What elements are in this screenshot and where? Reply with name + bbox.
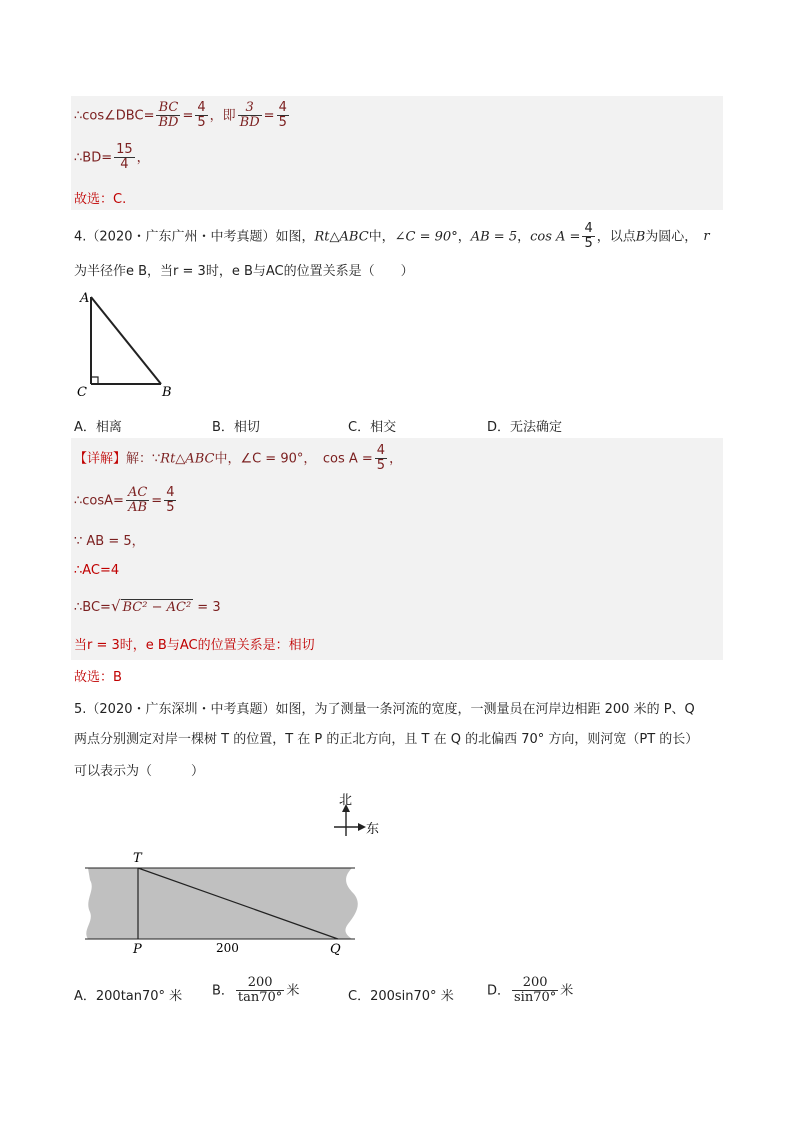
prev-solution-line-2 bbox=[74, 143, 150, 173]
denominator: AB bbox=[128, 500, 148, 516]
text: ∴cos∠DBC= bbox=[74, 108, 155, 124]
fraction bbox=[164, 486, 176, 516]
text: 为圆心， bbox=[645, 229, 698, 245]
q4-solution-answer: 故选：B bbox=[74, 670, 122, 685]
math-text: AB = 5 bbox=[470, 229, 518, 245]
text: ，以点 bbox=[596, 229, 636, 245]
q5-option-d[interactable] bbox=[487, 976, 573, 1006]
text: ∴BC= bbox=[74, 600, 111, 615]
q4-stem-line-1 bbox=[74, 222, 710, 252]
q5-stem-line-2: 两点分别测定对岸一棵树 T 的位置，T 在 P 的正北方向，且 T 在 Q 的北偏西 70° 方向，则河宽（PT 的长） bbox=[74, 732, 699, 747]
text: = 3 bbox=[193, 600, 221, 615]
text: = bbox=[182, 108, 194, 124]
detail-tag: 【详解】 bbox=[74, 451, 127, 467]
text: 中， bbox=[368, 229, 395, 245]
math-text: r bbox=[703, 229, 710, 245]
fraction bbox=[126, 486, 149, 516]
numerator: 4 bbox=[197, 100, 206, 115]
prev-solution-line-1 bbox=[74, 101, 291, 131]
denominator: BD bbox=[158, 115, 179, 131]
q4-option-d[interactable]: D．无法确定 bbox=[487, 420, 563, 435]
numerator: BC bbox=[156, 101, 180, 116]
q4-solution-line-3: ∵ AB = 5， bbox=[74, 534, 145, 549]
denominator: 5 bbox=[584, 236, 593, 252]
q4-solution-line-5 bbox=[74, 597, 221, 615]
q4-solution-line-1 bbox=[74, 444, 402, 474]
point-t-label: T bbox=[133, 851, 142, 866]
sqrt-sign: √ bbox=[110, 597, 121, 615]
denominator: BD bbox=[239, 115, 260, 131]
option-label: B． bbox=[212, 983, 234, 999]
q5-stem-line-3: 可以表示为（ ） bbox=[74, 764, 205, 779]
q5-option-a[interactable]: A．200tan70° 米 bbox=[74, 989, 183, 1004]
fraction bbox=[512, 976, 558, 1006]
numerator: 15 bbox=[116, 142, 133, 157]
denominator: 5 bbox=[376, 458, 386, 474]
north-label: 北 bbox=[339, 793, 353, 808]
numerator: 4 bbox=[166, 485, 175, 500]
fraction bbox=[238, 101, 262, 131]
math-text: Rt△ABC bbox=[160, 451, 215, 467]
q4-solution-line-4: ∴AC=4 bbox=[74, 563, 120, 578]
denominator: sin70° bbox=[514, 990, 557, 1006]
text: ， bbox=[457, 229, 471, 245]
math-text: Rt△ABC bbox=[314, 229, 369, 245]
river-shape bbox=[86, 868, 357, 939]
radicand: BC² − AC² bbox=[122, 600, 192, 615]
q5-stem-line-1: 5.（2020・广东深圳・中考真题）如图，为了测量一条河流的宽度，一测量员在河岸边相距 200 米的 P、Q bbox=[74, 702, 695, 717]
fraction bbox=[114, 143, 135, 173]
unit: 米 bbox=[286, 983, 300, 999]
q4-solution-line-6: 当r = 3时，e B与AC的位置关系是：相切 bbox=[74, 638, 315, 653]
text: ， bbox=[389, 451, 403, 467]
q4-triangle-figure bbox=[74, 288, 184, 400]
text: 中，∠C = 90°， cos A = bbox=[214, 451, 373, 467]
math-text: B bbox=[635, 229, 646, 245]
q4-solution-line-2 bbox=[74, 486, 178, 516]
numerator: 4 bbox=[278, 100, 287, 115]
numerator: AC bbox=[127, 485, 148, 500]
text: 解：∵ bbox=[126, 451, 161, 467]
denominator: 5 bbox=[197, 115, 206, 131]
point-p-label: P bbox=[133, 942, 142, 957]
math-text: ∠C = 90° bbox=[394, 229, 458, 245]
fraction bbox=[236, 976, 284, 1006]
vertex-b-label: B bbox=[162, 385, 172, 400]
text: = bbox=[263, 108, 275, 124]
east-label: 东 bbox=[366, 822, 380, 837]
text: ， bbox=[517, 229, 531, 245]
fraction bbox=[277, 101, 289, 131]
unit: 米 bbox=[560, 983, 574, 999]
text: ∴cosA= bbox=[74, 493, 124, 509]
fraction bbox=[195, 101, 207, 131]
numerator: 4 bbox=[584, 221, 593, 236]
denominator: 4 bbox=[120, 157, 129, 173]
text: ∴BD= bbox=[74, 150, 113, 166]
fraction bbox=[375, 444, 387, 474]
right-angle-mark bbox=[91, 377, 98, 384]
numerator: 3 bbox=[238, 101, 262, 116]
numerator: 200 bbox=[236, 976, 284, 991]
prev-solution-answer: 故选：C. bbox=[74, 192, 127, 207]
text: = bbox=[151, 493, 163, 509]
q4-option-a[interactable]: A．相离 bbox=[74, 420, 122, 435]
q5-river-figure bbox=[80, 790, 400, 960]
side-ab bbox=[91, 297, 161, 384]
denominator: 5 bbox=[278, 115, 287, 131]
text: ， bbox=[136, 150, 150, 166]
denominator: tan70° bbox=[237, 990, 283, 1006]
text: ，即 bbox=[209, 108, 236, 124]
denominator: 5 bbox=[166, 500, 175, 516]
q4-stem-line-2: 为半径作e B，当r = 3时，e B与AC的位置关系是（ ） bbox=[74, 264, 414, 279]
fraction bbox=[156, 101, 180, 131]
distance-label: 200 bbox=[216, 941, 239, 955]
q4-option-c[interactable]: C．相交 bbox=[348, 420, 397, 435]
text: 4.（2020・广东广州・中考真题）如图， bbox=[74, 229, 315, 245]
east-arrow-head bbox=[358, 823, 366, 831]
vertex-c-label: C bbox=[77, 385, 87, 400]
vertex-a-label: A bbox=[80, 291, 90, 306]
math-text: cos A = bbox=[530, 229, 581, 245]
q4-option-b[interactable]: B．相切 bbox=[212, 420, 260, 435]
fraction bbox=[582, 222, 594, 252]
numerator: 200 bbox=[512, 976, 558, 991]
point-q-label: Q bbox=[330, 942, 341, 957]
option-label: D． bbox=[487, 983, 511, 999]
numerator: 4 bbox=[376, 443, 386, 458]
q5-option-c[interactable]: C．200sin70° 米 bbox=[348, 989, 454, 1004]
q5-option-b[interactable] bbox=[212, 976, 299, 1006]
